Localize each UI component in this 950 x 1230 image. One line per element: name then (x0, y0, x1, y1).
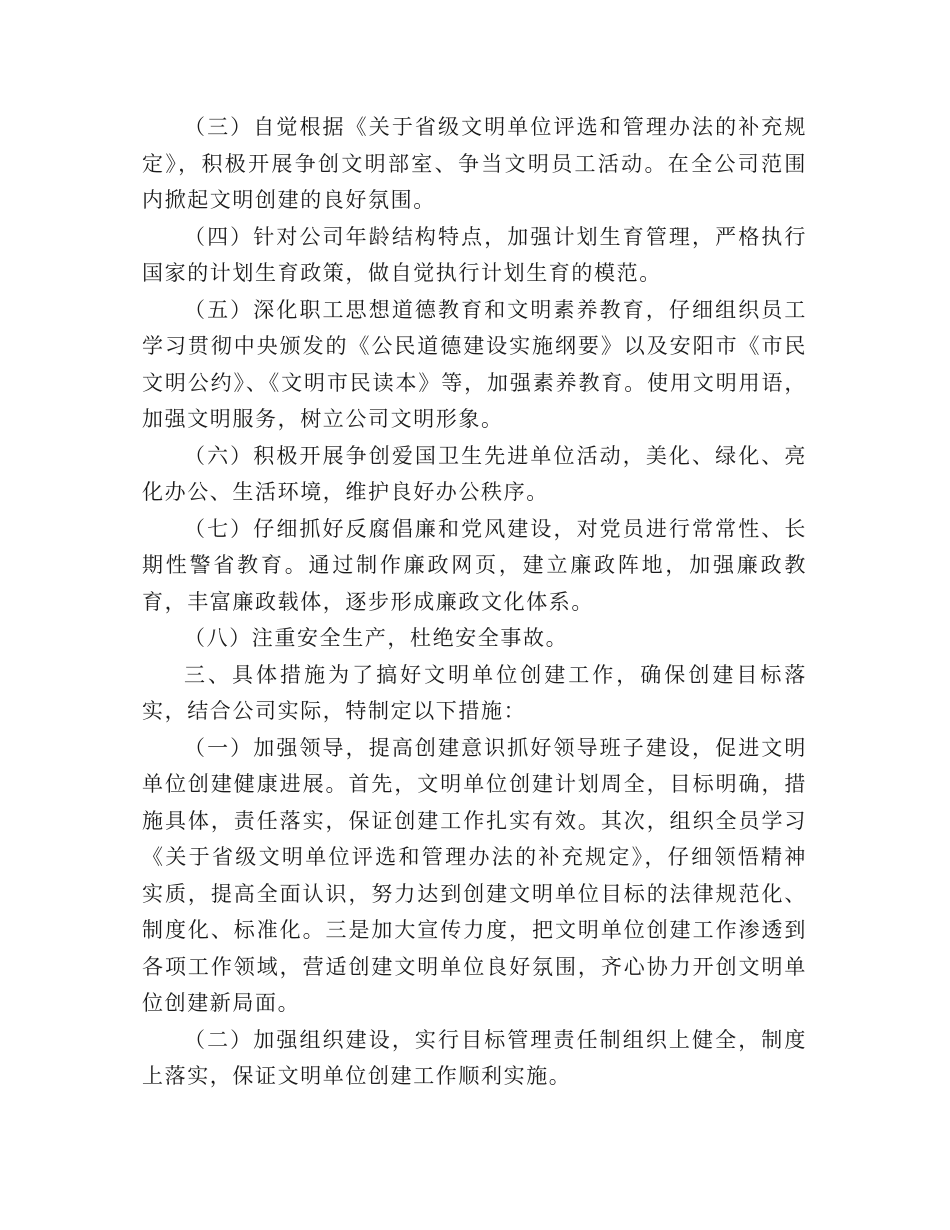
document-body (142, 109, 807, 1095)
paragraph-section-6: （六）积极开展争创爱国卫生先进单位活动，美化、绿化、亮化办公、生活环境，维护良好办公秩序。 (142, 443, 807, 504)
paragraph-section-4: （四）针对公司年龄结构特点，加强计划生育管理，严格执行国家的计划生育政策，做自觉执行计划生育的模范。 (142, 224, 807, 285)
paragraph-section-7: （七）仔细抓好反腐倡廉和党风建设，对党员进行常常性、长期性警省教育。通过制作廉政网页，建立廉政阵地，加强廉政教育，丰富廉政载体，逐步形成廉政文化体系。 (142, 516, 807, 614)
paragraph-section-5: （五）深化职工思想道德教育和文明素养教育，仔细组织员工学习贯彻中央颁发的《公民道德建设实施纲要》以及安阳市《市民文明公约》、《文明市民读本》等，加强素养教育。使用文明用语，加强文明服务，树立公司文明形象。 (142, 297, 807, 431)
paragraph-section-8: （八）注重安全生产，杜绝安全事故。 (184, 626, 569, 650)
paragraph-measure-1: （一）加强领导，提高创建意识抓好领导班子建设，促进文明单位创建健康进展。首先，文明单位创建计划周全，目标明确，措施具体，责任落实，保证创建工作扎实有效。其次，组织全员学习《关于省级文明单位评选和管理办法的补充规定》，仔细领悟精神实质，提高全面认识，努力达到创建文明单位目标的法律规范化、制度化、标准化。三是加大宣传力度，把文明单位创建工作渗透到各项工作领域，营适创建文明单位良好氛围，齐心协力开创文明单位创建新局面。 (142, 735, 807, 1015)
paragraph-measures-heading: 三、具体措施为了搞好文明单位创建工作，确保创建目标落实，结合公司实际，特制定以下措施： (142, 662, 807, 723)
paragraph-measure-2: （二）加强组织建设，实行目标管理责任制组织上健全，制度上落实，保证文明单位创建工作顺利实施。 (142, 1027, 807, 1088)
paragraph-section-3: （三）自觉根据《关于省级文明单位评选和管理办法的补充规定》，积极开展争创文明部室、争当文明员工活动。在全公司范围内掀起文明创建的良好氛围。 (142, 115, 807, 212)
